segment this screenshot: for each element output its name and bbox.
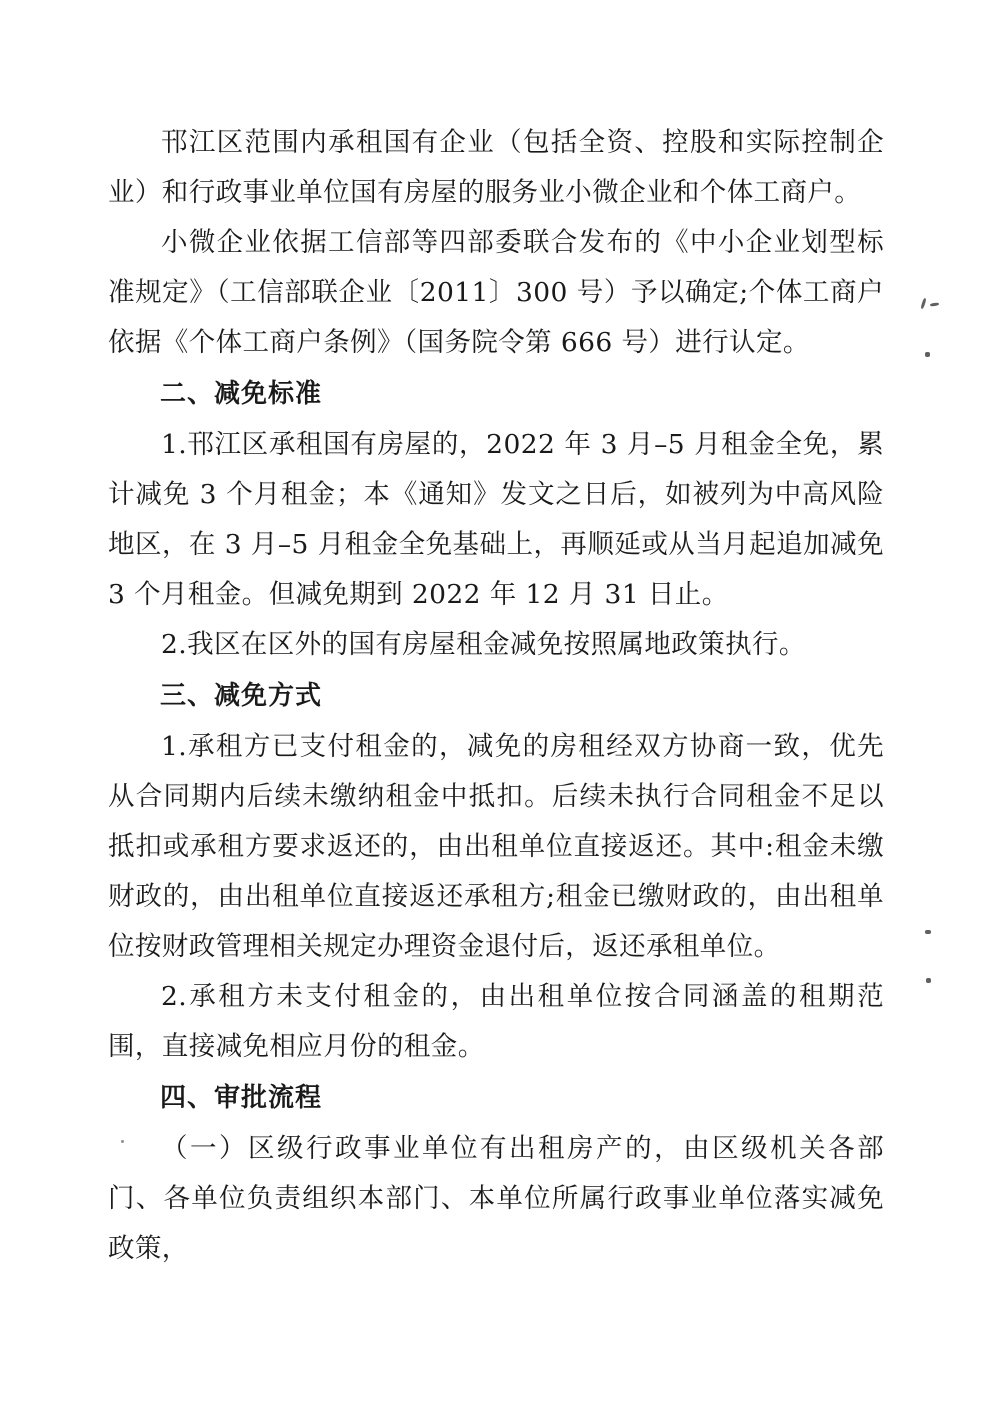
paragraph-scope-definition: 邗江区范围内承租国有企业（包括全资、控股和实际控制企业）和行政事业单位国有房屋的服务业小微企业和个体工商户。 — [108, 127, 884, 208]
paragraph-method-item-1: 1.承租方已支付租金的，减免的房租经双方协商一致，优先从合同期内后续未缴纳租金中抵扣。后续未执行合同租金不足以抵扣或承租方要求返还的，由出租单位直接返还。其中:租金未缴财政的，由出租单位直接返还承租方;租金已缴财政的，由出租单位按财政管理相关规定办理资金退付后，返还承租单位。 — [108, 731, 884, 962]
scan-speck-icon — [925, 930, 931, 934]
heading-reduction-method: 三、减免方式 — [160, 681, 323, 711]
heading-reduction-standard: 二、减免标准 — [160, 379, 323, 409]
scan-speck-icon — [925, 352, 930, 357]
scan-speck-icon — [930, 302, 939, 306]
heading-approval-process: 四、审批流程 — [160, 1083, 323, 1113]
scan-speck-icon — [121, 1140, 124, 1143]
scan-speck-icon — [920, 298, 926, 309]
paragraph-standard-item-1: 1.邗江区承租国有房屋的，2022 年 3 月–5 月租金全免，累计减免 3 个月租金；本《通知》发文之日后，如被列为中高风险地区，在 3 月–5 月租金全免基础上，再顺延或从当月起追加减免 3 个月租金。但减免期到 2022 年 12 月 31 日止。 — [108, 429, 884, 610]
scan-speck-icon — [926, 978, 931, 983]
document-body — [108, 118, 884, 1274]
paragraph-method-item-2: 2.承租方未支付租金的，由出租单位按合同涵盖的租期范围，直接减免相应月份的租金。 — [108, 981, 884, 1062]
paragraph-standard-item-2: 2.我区在区外的国有房屋租金减免按照属地政策执行。 — [161, 629, 806, 660]
paragraph-small-enterprise-basis: 小微企业依据工信部等四部委联合发布的《中小企业划型标准规定》（工信部联企业〔2011〕300 号）予以确定;个体工商户依据《个体工商户条例》（国务院令第 666 号）进行认定。 — [108, 227, 884, 358]
paragraph-approval-item-1: （一）区级行政事业单位有出租房产的，由区级机关各部门、各单位负责组织本部门、本单位所属行政事业单位落实减免政策， — [108, 1133, 884, 1264]
